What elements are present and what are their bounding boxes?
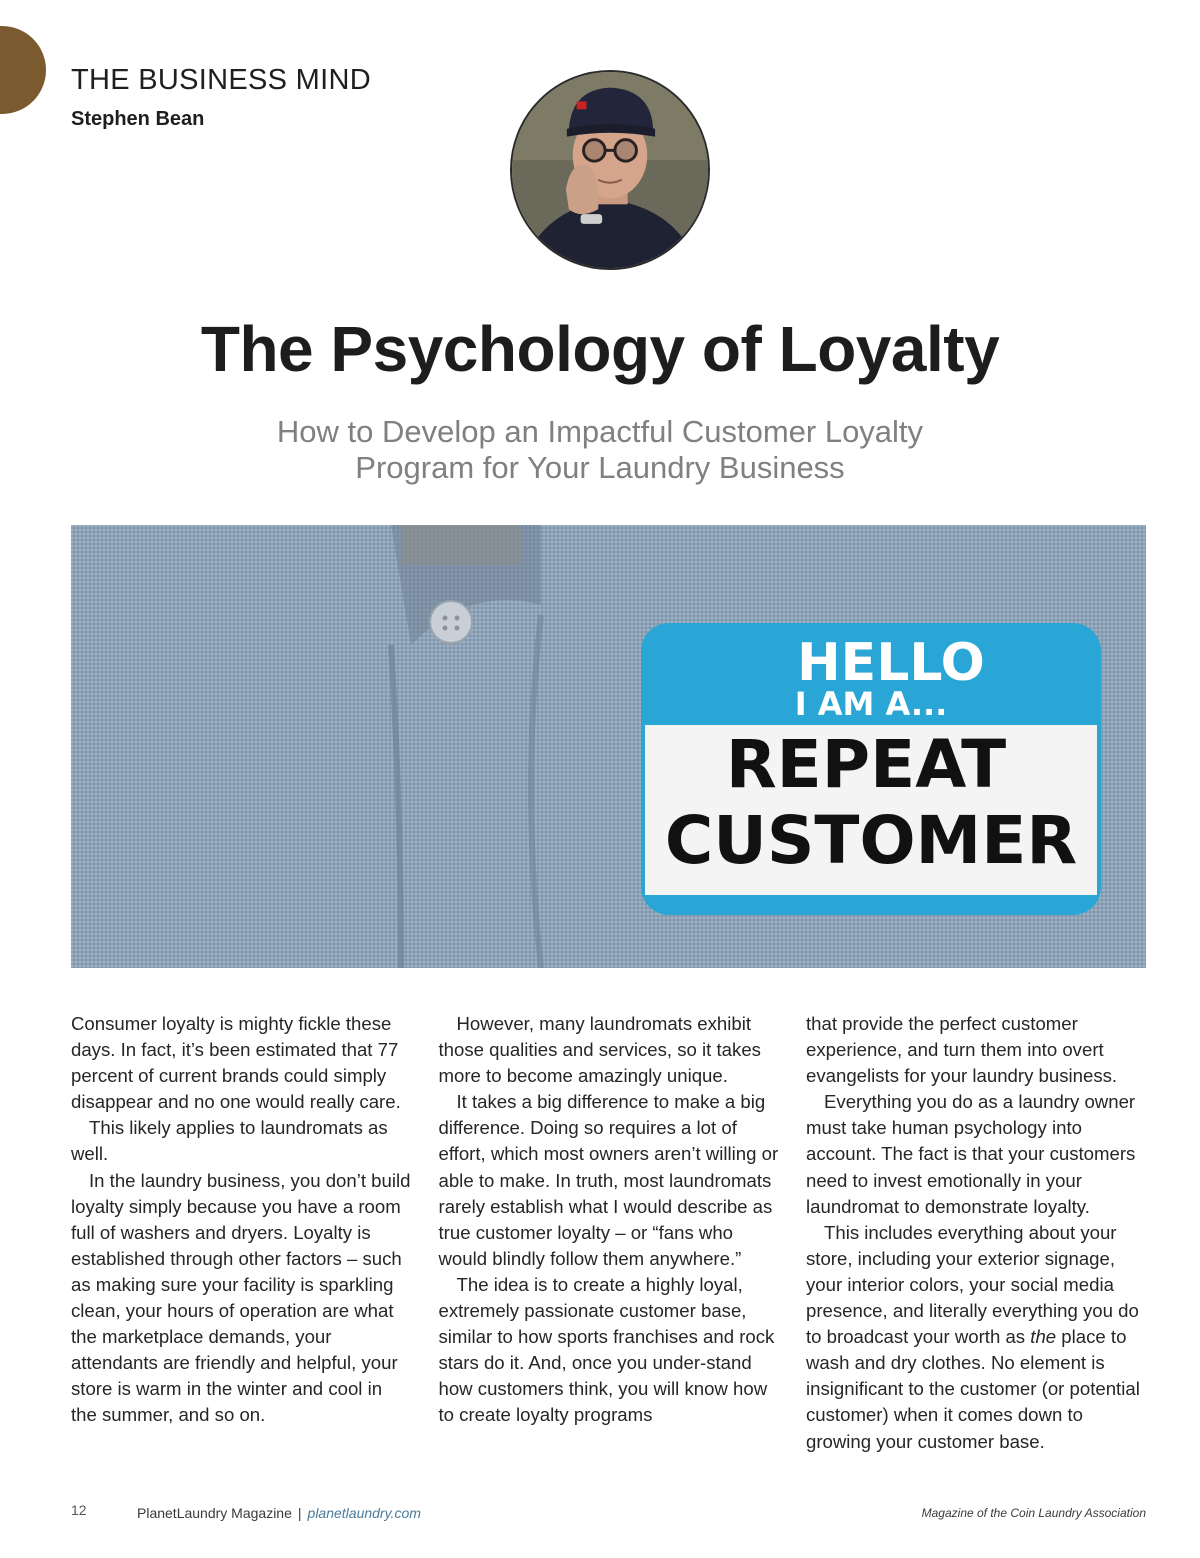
article-body: [71, 1011, 1146, 1455]
column-2: [439, 1011, 779, 1455]
paragraph: that provide the perfect customer experience, and turn them into overt evangelists for your laundry business.: [806, 1013, 1118, 1087]
paragraph: It takes a big difference to make a big difference. Doing so requires a lot of effort, which most owners aren’t willing or able to make. In truth, most laundromats rarely establish what I would describe as true customer loyalty – or “fans who would blindly follow them anywhere.”: [438, 1091, 779, 1269]
paragraph: [806, 1220, 1146, 1455]
corner-accent-dot: [0, 26, 46, 114]
name-tag: [641, 623, 1101, 915]
footer-magazine: [137, 1505, 421, 1521]
column-1: [71, 1011, 411, 1455]
column-3: [806, 1011, 1146, 1455]
article-subtitle: [0, 414, 1200, 486]
paragraph-text: This includes everything about your store, including your exterior signage, your interior colors, your social media presence, and literally everything you do to broadcast your worth as: [806, 1221, 1139, 1348]
section-title: THE BUSINESS MIND: [71, 64, 371, 96]
tag-i-am-a: I AM A...: [794, 685, 948, 723]
author-headshot: [510, 70, 710, 270]
paragraph: Everything you do as a laundry owner must take human psychology into account. The fact is that your customers need to invest emotionally in your laundromat to demonstrate loyalty.: [806, 1091, 1136, 1217]
shirt-button: [430, 601, 472, 643]
footer-association: Magazine of the Coin Laundry Association: [921, 1506, 1146, 1520]
paragraph-text: place to wash and dry clothes. No element is insignificant to the customer (or potential customer) when it comes down to growing your customer base.: [806, 1326, 1140, 1452]
footer-separator: |: [297, 1505, 302, 1521]
article-title: The Psychology of Loyalty: [200, 313, 1000, 385]
paragraph: This likely applies to laundromats as well.: [71, 1117, 388, 1165]
tag-customer: CUSTOMER: [664, 802, 1078, 879]
page-number: 12: [71, 1502, 87, 1518]
article-subtitle-line2: Program for Your Laundry Business: [355, 450, 845, 485]
paragraph: However, many laundromats exhibit those qualities and services, so it takes more to become amazingly unique.: [438, 1013, 761, 1087]
author-byline: Stephen Bean: [71, 108, 205, 130]
emphasis-text: the: [1030, 1326, 1057, 1348]
magazine-name: PlanetLaundry Magazine: [137, 1505, 292, 1521]
hero-image: [71, 525, 1146, 968]
paragraph: In the laundry business, you don’t build loyalty simply because you have a room full of washers and dryers. Loyalty is established through other factors – such as making sure your facility is sparkling clean, your hours of operation are what the marketplace demands, your attendants are friendly and helpful, your store is warm in the winter and cool in the summer, and so on.: [71, 1169, 411, 1426]
tag-hello: HELLO: [797, 633, 985, 693]
article-subtitle-line1: How to Develop an Impactful Customer Loyalty: [276, 414, 924, 449]
tag-repeat: REPEAT: [725, 726, 1007, 803]
magazine-url-link[interactable]: planetlaundry.com: [307, 1505, 421, 1521]
paragraph: The idea is to create a highly loyal, extremely passionate customer base, similar to how sports franchises and rock stars do it. And, once you under-stand how customers think, you will know how to create loyalty programs: [438, 1273, 775, 1426]
paragraph: Consumer loyalty is mighty fickle these days. In fact, it’s been estimated that 77 percent of current brands could simply disappear and no one would really care.: [71, 1013, 401, 1113]
